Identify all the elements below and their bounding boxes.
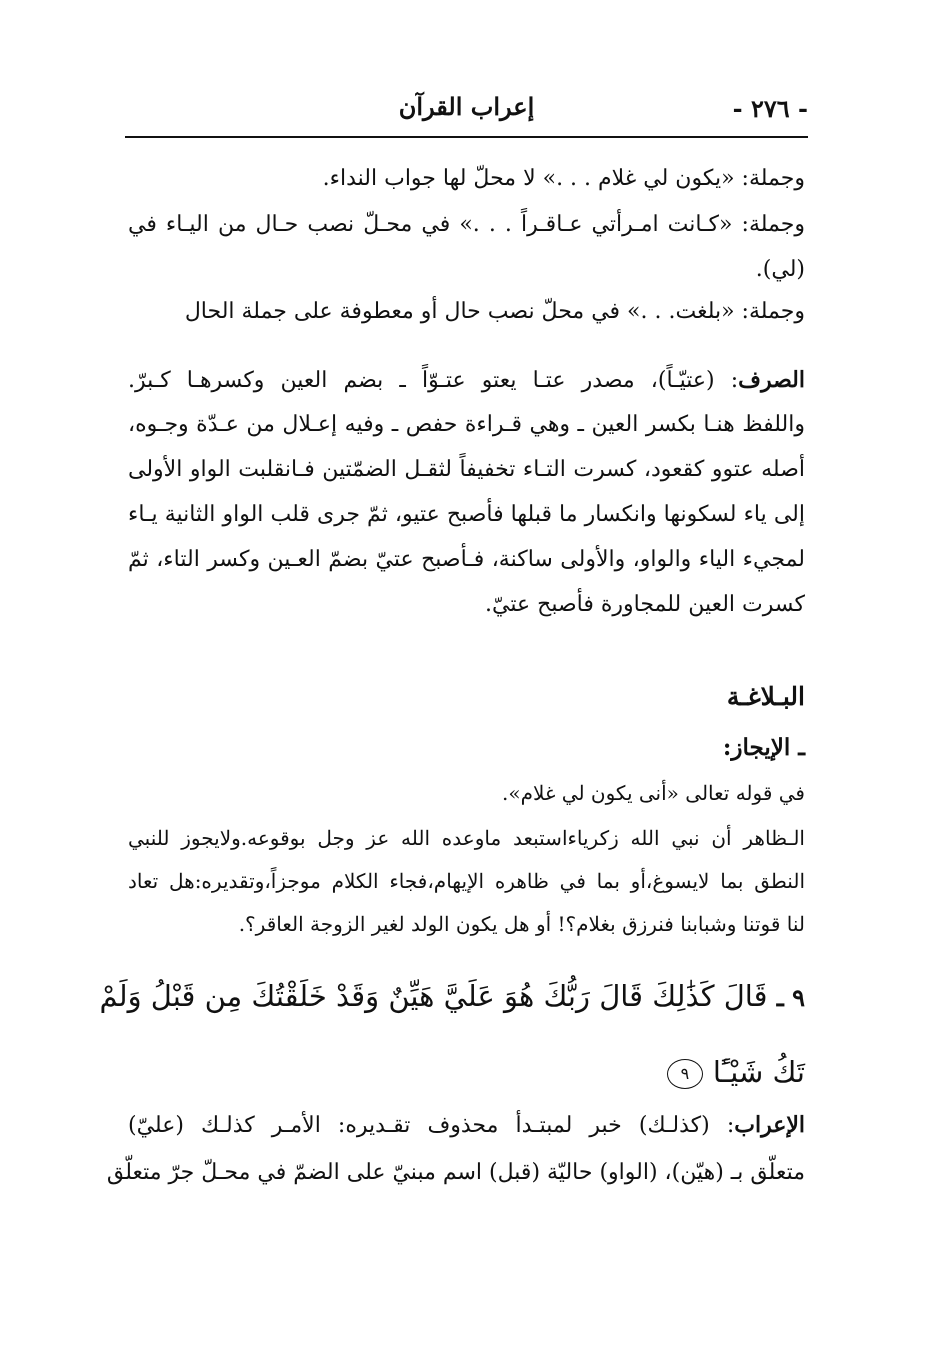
sarf-label: الصرف xyxy=(738,367,805,393)
sarf-line-2: واللفظ هنـا بكسر العين ـ وهي قـراءة حفص ـ وفيه إعـلال من عـدّة وجـوه، xyxy=(128,412,805,437)
header-rule xyxy=(125,136,808,138)
sarf-line-4: إلى ياء لسكونها وانكسار ما قبلها فأصبح عتيو، ثمّ جرى قلب الواو الثانية يـاء xyxy=(128,502,805,527)
balagha-line-3: النطق بما لايسوغ،أو بما في ظاهره الإيهام،فجاء الكلام موجزاً،وتقديره:هل تعاد xyxy=(128,869,805,893)
irab-line-2: متعلّق بـ (هيّن)، (الواو) حاليّة (قبل) اسم مبنيّ على الضمّ في محـلّ جرّ متعلّق xyxy=(106,1160,805,1185)
ijaz-subheading: ـ الإيجاز: xyxy=(722,734,805,761)
balagha-heading: البـلاغـة xyxy=(726,682,805,711)
balagha-line-1: في قوله تعالى «أنى يكون لي غلام». xyxy=(502,781,805,805)
page-number: - ٢٧٦ - xyxy=(732,94,808,123)
sentence-line-2 xyxy=(128,210,805,240)
verse-line-1 xyxy=(99,976,805,1018)
irab-text: : (كذلـك) خبر لمبتـدأ محذوف تقـديره: الأمـر كذلـك (عليّ) xyxy=(128,1113,735,1138)
sarf-text: : (عتيّـاً)، مصدر عتـا يعتو عتـوّاً ـ بضم العين وكسرهـا كـبرّ. xyxy=(128,368,739,393)
sentence-line-3 xyxy=(128,255,805,285)
sentence-label: وجملة xyxy=(748,212,805,237)
running-title: إعراب القرآن xyxy=(398,92,535,121)
sentence-text: : «بلغت. . .» في محلّ نصب حال أو معطوفة على جملة الحال xyxy=(184,299,749,324)
verse-text-1: قَالَ كَذَٰلِكَ قَالَ رَبُّكَ هُوَ عَلَيَّ هَيِّنٌ وَقَدْ خَلَقْتُكَ مِن قَبْلُ وَلَمْ xyxy=(99,979,768,1013)
sentence-label: وجملة xyxy=(748,299,805,324)
verse-line-2 xyxy=(667,1052,805,1092)
sarf-line-3: أصله عتوو كقعود، كسرت التـاء تخفيفاً لثقـل الضمّتين فـانقلبت الواو الأولى xyxy=(128,457,805,482)
sarf-line-5: لمجيء الياء والواو، والأولى ساكنة، فـأصبح عتيّ بضمّ العـين وكسر التاء، ثمّ xyxy=(128,547,805,572)
ayah-end-marker: ٩ xyxy=(667,1059,703,1089)
verse-text-2: تَكُ شَيْـًٔا xyxy=(712,1055,805,1089)
page-header xyxy=(125,88,808,134)
sentence-text: (لي). xyxy=(755,257,805,282)
sentence-label: وجملة xyxy=(748,166,805,191)
sentence-line-1 xyxy=(128,164,805,194)
irab-label: الإعراب xyxy=(734,1112,805,1138)
verse-number: ٩ ـ xyxy=(776,983,805,1012)
irab-line-1 xyxy=(128,1110,805,1141)
sarf-line-6: كسرت العين للمجاورة فأصبح عتيّ. xyxy=(485,592,805,617)
balagha-line-4: لنا قوتنا وشبابنا فنرزق بغلام؟! أو هل يكون الولد لغير الزوجة العاقر؟. xyxy=(238,912,805,936)
balagha-line-2: الـظاهر أن نبي الله زكرياءاستبعد ماوعده الله عز وجل بوقوعه.ولايجوز للنبي xyxy=(128,826,805,850)
sarf-line-1 xyxy=(128,365,805,396)
sentence-line-4 xyxy=(128,297,805,327)
sentence-text: : «كـانت امـرأتي عـاقـراً . . .» في محـلّ نصب حـال من اليـاء في xyxy=(128,212,749,237)
sentence-text: : «يكون لي غلام . . .» لا محلّ لها جواب النداء. xyxy=(322,166,749,191)
